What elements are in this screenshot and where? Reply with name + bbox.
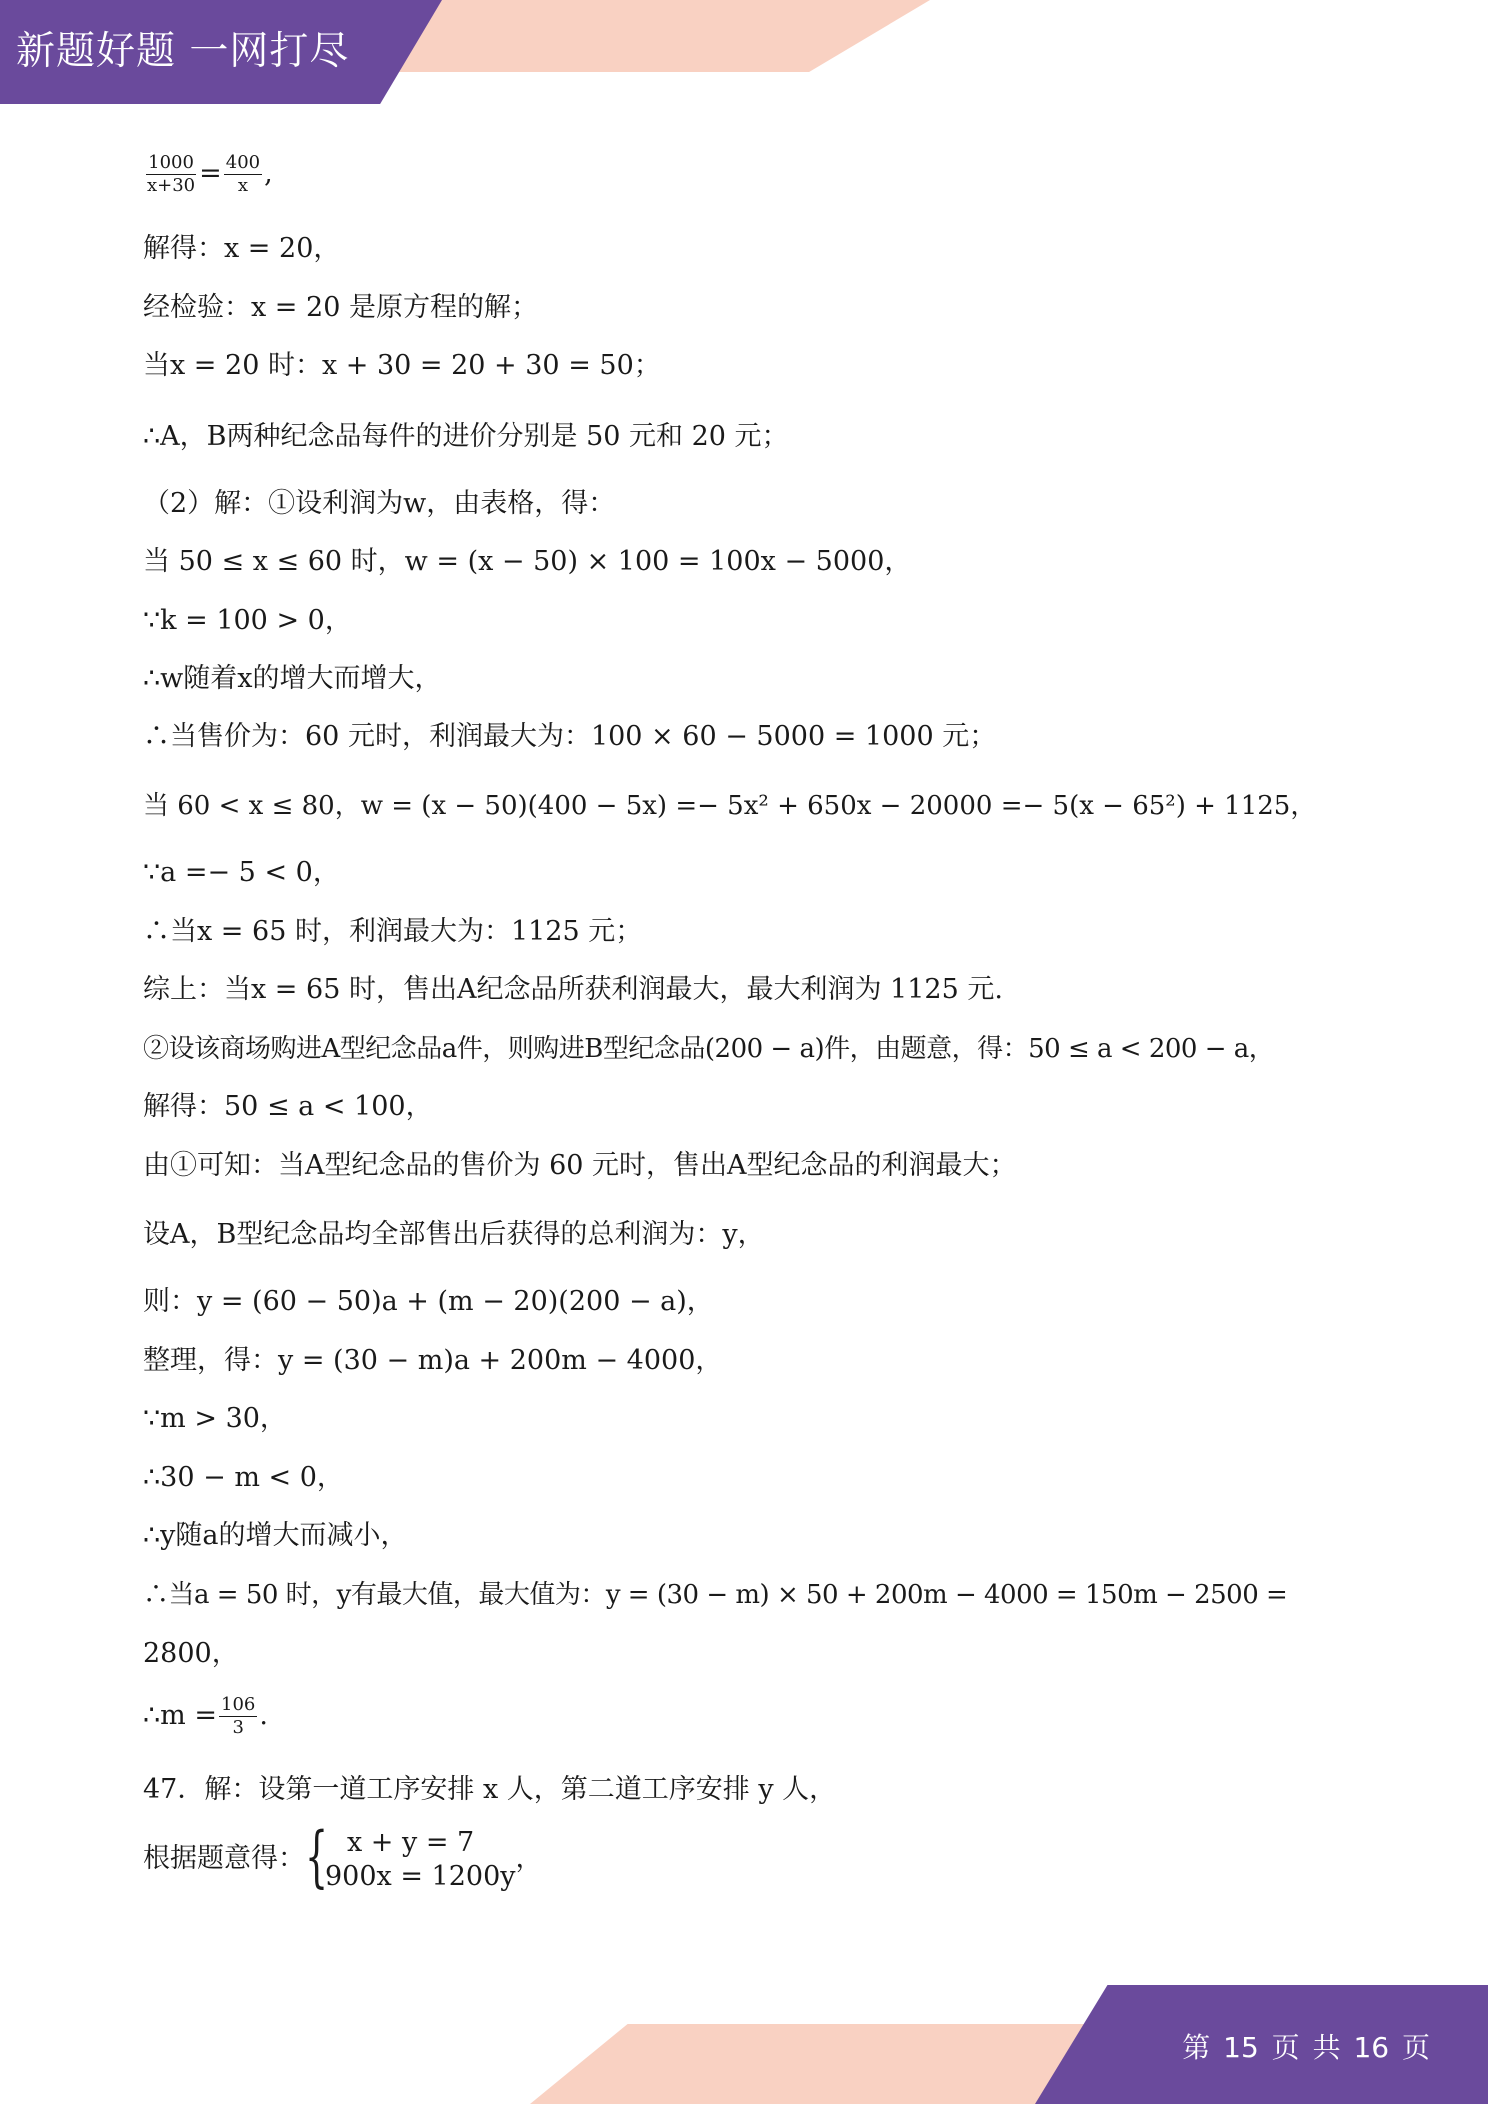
solution-line: ∵k = 100 > 0， (143, 605, 352, 636)
fraction-numerator: 400 (225, 152, 261, 173)
solution-line: 由①可知：当A型纪念品的售价为 60 元时，售出A型纪念品的利润最大； (143, 1150, 1017, 1181)
solution-line: 整理，得：y = (30 − m)a + 200m − 4000， (143, 1345, 723, 1376)
solution-line: 经检验：x = 20 是原方程的解； (143, 292, 538, 323)
solution-line: （2）解：①设利润为w，由表格，得： (143, 488, 616, 519)
system-equation: x + y = 7 (347, 1826, 475, 1858)
equation-line (143, 1694, 268, 1739)
equation-system (305, 1817, 516, 1895)
solution-line: ∴w随着x的增大而增大， (143, 663, 442, 694)
punctuation: , (264, 158, 273, 189)
solution-line: ∴A，B两种纪念品每件的进价分别是 50 元和 20 元； (143, 421, 789, 452)
solution-line: ∴当售价为：60 元时，利润最大为：100 × 60 − 5000 = 1000 元； (143, 721, 997, 752)
equation-line (143, 152, 273, 197)
solution-line: ∵a =− 5 < 0， (143, 857, 340, 888)
fraction-denominator: x (237, 175, 249, 196)
solution-line: ∴y随a的增大而减小， (143, 1520, 408, 1551)
punctuation: . (259, 1700, 268, 1731)
fraction (224, 152, 262, 197)
solution-line: ∵m > 30， (143, 1403, 287, 1434)
system-equation: 900x = 1200y (325, 1860, 516, 1892)
solution-line: 则：y = (60 − 50)a + (m − 20)(200 − a)， (143, 1286, 714, 1317)
solution-line: ∴30 − m < 0， (143, 1462, 344, 1493)
fraction-numerator: 1000 (148, 152, 194, 173)
fraction (219, 1694, 257, 1739)
solution-line: 当x = 20 时：x + 30 = 20 + 30 = 50； (143, 350, 661, 381)
punctuation: ， (515, 1843, 543, 1874)
brace-symbol: { (305, 1817, 329, 1895)
fraction (145, 152, 197, 197)
solution-line: 解得：x = 20， (143, 233, 341, 264)
header-title: 新题好题 一网打尽 (16, 29, 350, 74)
solution-line: ∴当a = 50 时，y有最大值，最大值为：y = (30 − m) × 50 + 200m − 4000 = 150m − 2500 = (143, 1580, 1288, 1610)
equation-prefix: ∴m = (143, 1700, 217, 1731)
solution-line: 47．解：设第一道工序安排 x 人，第二道工序安排 y 人， (143, 1774, 837, 1805)
equation-prefix: 根据题意得： (143, 1843, 305, 1874)
equation-system-line (143, 1817, 543, 1895)
solution-line: ∴当x = 65 时，利润最大为：1125 元； (143, 916, 643, 947)
fraction-denominator: x+30 (147, 175, 196, 196)
solution-line: 当 60 < x ≤ 80，w = (x − 50)(400 − 5x) =− 5x² + 650x − 20000 =− 5(x − 65²) + 1125， (143, 791, 1317, 821)
solution-line: 综上：当x = 65 时，售出A纪念品所获利润最大，最大利润为 1125 元. (143, 974, 1003, 1005)
page-number: 第 15 页 共 16 页 (1182, 2031, 1430, 2064)
solution-line: 当 50 ≤ x ≤ 60 时，w = (x − 50) × 100 = 100x − 5000， (143, 546, 912, 577)
solution-line: 设A，B型纪念品均全部售出后获得的总利润为：y， (143, 1219, 765, 1250)
solution-line: 2800， (143, 1638, 239, 1669)
solution-line: 解得：50 ≤ a < 100， (143, 1091, 433, 1122)
equals-sign: = (199, 158, 222, 189)
solution-line: ②设该商场购进A型纪念品a件，则购进B型纪念品(200 − a)件，由题意，得：50 ≤ a < 200 − a， (143, 1034, 1275, 1064)
fraction-denominator: 3 (232, 1717, 244, 1738)
fraction-numerator: 106 (221, 1694, 256, 1715)
